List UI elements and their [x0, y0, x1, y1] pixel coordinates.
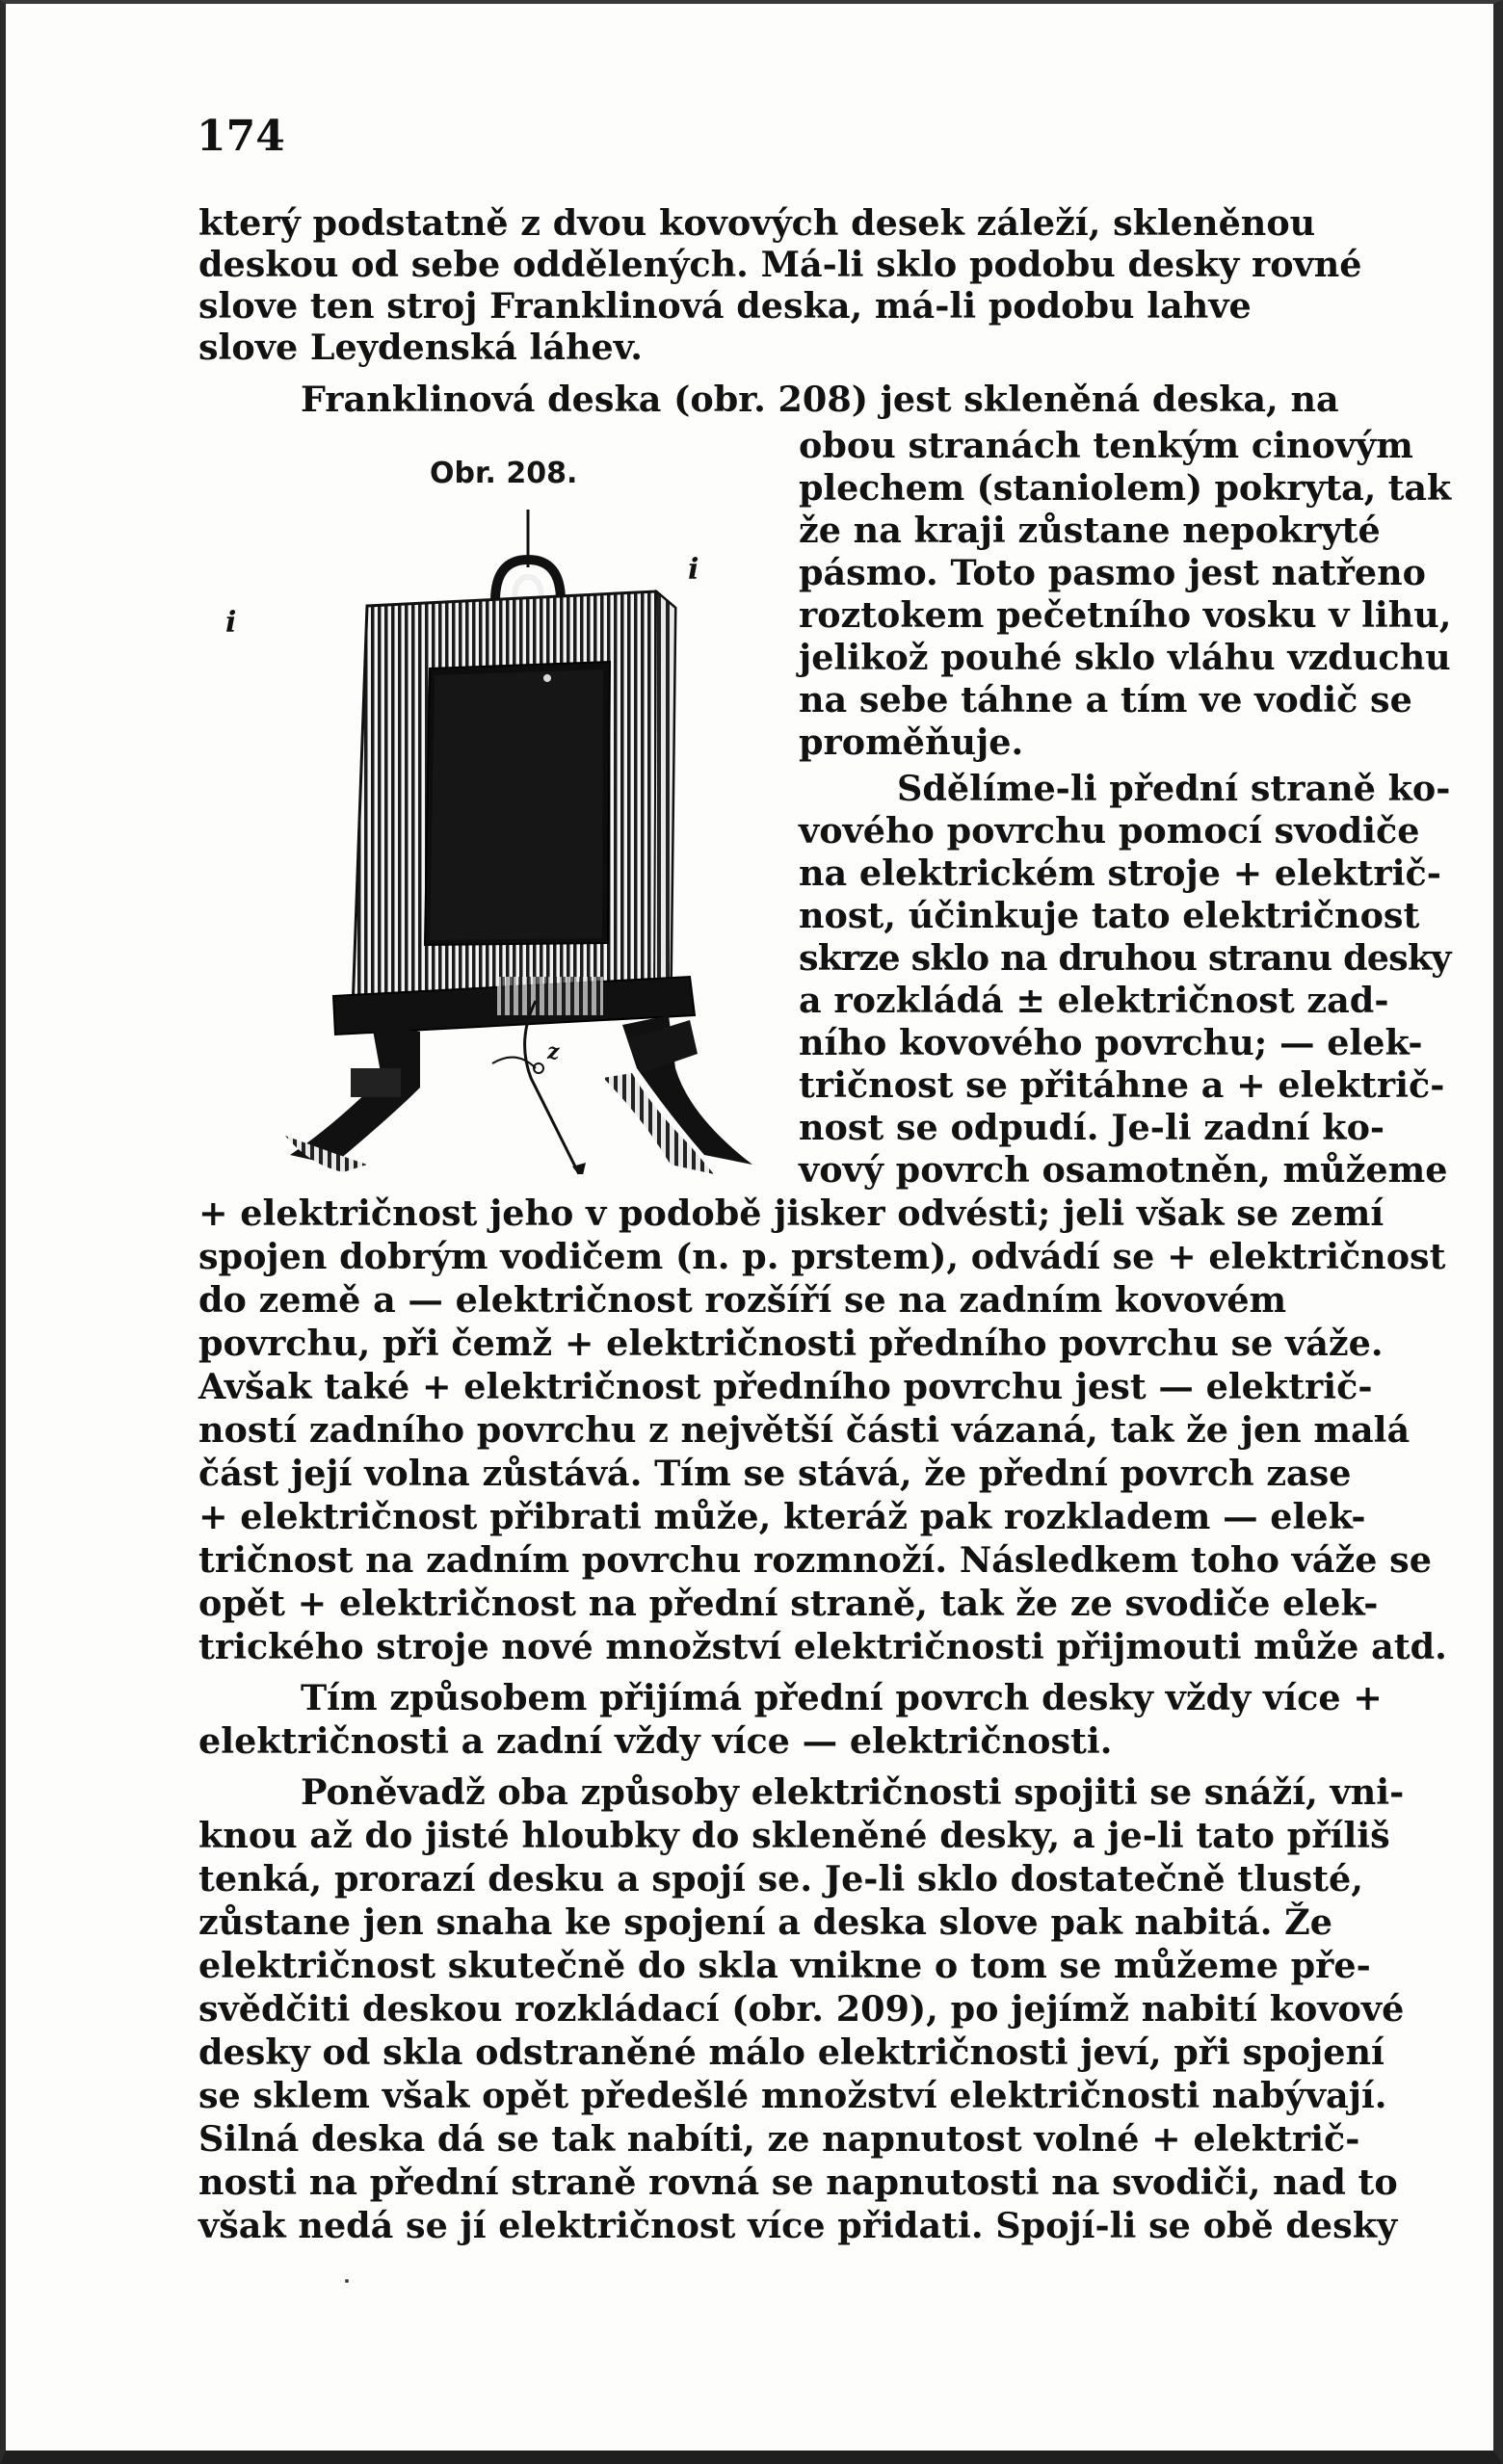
text-line-14: Sdělíme-li přední straně ko-: [897, 768, 1451, 809]
text-line-39: tenká, prorazí desku a spojí se. Je-li sklo dostatečně tlusté,: [198, 1858, 1363, 1900]
text-line-4: slove Leydenská láhev.: [198, 327, 643, 368]
text-line-12: na sebe táhne a tím ve vodič se: [799, 679, 1412, 721]
text-line-43: desky od skla odstraněné málo električnosti jeví, při spojení: [198, 2031, 1384, 2073]
text-line-3: slove ten stroj Franklinová deska, má-li podobu lahve: [198, 285, 1252, 327]
text-line-16: na elektrickém stroje + električ-: [799, 852, 1441, 894]
speck: [345, 2279, 349, 2283]
text-line-20: ního kovového povrchu; — elek-: [799, 1022, 1423, 1063]
text-line-26: do země a — električnost rozšíří se na zadním kovovém: [198, 1279, 1287, 1321]
text-line-27: povrchu, při čemž + električnosti předního povrchu se váže.: [198, 1323, 1384, 1364]
text-line-9: pásmo. Toto pasmo jest natřeno: [799, 552, 1427, 593]
text-line-38: knou až do jisté hloubky do skleněné desky, a je-li tato příliš: [198, 1815, 1390, 1856]
text-line-44: se sklem však opět předešlé množství električnosti nabývají.: [198, 2075, 1387, 2116]
text-line-30: část její volna zůstává. Tím se stává, že přední povrch zase: [198, 1453, 1352, 1494]
text-line-6: obou stranách tenkým cinovým: [799, 425, 1413, 466]
text-line-19: a rozkládá ± električnost zad-: [799, 980, 1389, 1021]
text-line-33: opět + električnost na přední straně, tak že ze svodiče elek-: [198, 1583, 1379, 1624]
text-line-40: zůstane jen snaha ke spojení a deska slove pak nabitá. Že: [198, 1901, 1333, 1943]
text-line-42: svědčiti deskou rozkládací (obr. 209), po jejímž nabití kovové: [198, 1988, 1405, 2030]
text-line-15: vového povrchu pomocí svodiče: [799, 810, 1420, 852]
text-line-31: + električnost přibrati může, kteráž pak rozkladem — elek-: [198, 1496, 1366, 1537]
figure-caption: Obr. 208.: [430, 457, 578, 490]
text-line-22: nost se odpudí. Je-li zadní ko-: [799, 1107, 1385, 1148]
text-line-18: skrze sklo na druhou stranu desky: [799, 937, 1451, 979]
text-line-23: vový povrch osamotněn, můžeme: [799, 1149, 1448, 1191]
figure-mark-right: i: [688, 553, 699, 587]
text-line-45: Silná deska dá se tak nabíti, ze napnutost volné + električ-: [198, 2118, 1360, 2160]
text-line-35: Tím způsobem přijímá přední povrch desky vždy více +: [301, 1677, 1383, 1718]
text-line-11: jelikož pouhé sklo vláhu vzduchu: [799, 637, 1451, 678]
text-line-32: tričnost na zadním povrchu rozmnoží. Následkem toho váže se: [198, 1539, 1432, 1581]
text-line-36: električnosti a zadní vždy více — električnosti.: [198, 1720, 1113, 1762]
text-line-34: trického stroje nové množství električnosti přijmouti může atd.: [198, 1626, 1447, 1667]
figure-mark-left: i: [225, 606, 237, 640]
text-line-37: Poněvadž oba způsoby električnosti spojiti se snáží, vni-: [301, 1771, 1405, 1813]
text-line-24: + električnost jeho v podobě jisker odvésti; jeli však se zemí: [198, 1193, 1384, 1234]
text-line-13: proměňuje.: [799, 721, 1024, 763]
text-line-8: že na kraji zůstane nepokryté: [799, 510, 1381, 551]
franklin-plate-drawing: [189, 500, 777, 1174]
text-line-17: nost, účinkuje tato električnost: [799, 895, 1420, 936]
text-line-21: tričnost se přitáhne a + električ-: [799, 1064, 1445, 1106]
text-line-46: nosti na přední straně rovná se napnutosti na svodiči, nad to: [198, 2162, 1398, 2203]
text-line-7: plechem (staniolem) pokryta, tak: [799, 467, 1452, 509]
page-number: 174: [197, 112, 285, 161]
text-line-2: deskou od sebe oddělených. Má-li sklo podobu desky rovné: [198, 244, 1362, 285]
text-line-28: Avšak také + električnost předního povrchu jest — električ-: [198, 1366, 1373, 1407]
text-line-41: električnost skutečně do skla vnikne o tom se můžeme pře-: [198, 1945, 1371, 1986]
text-line-25: spojen dobrým vodičem (n. p. prstem), odvádí se + električnost: [198, 1236, 1446, 1277]
text-line-10: roztokem pečetního vosku v lihu,: [799, 594, 1452, 636]
figure-mark-bottom: z: [547, 1039, 560, 1064]
text-line-29: ností zadního povrchu z největší části vázaná, tak že jen malá: [198, 1409, 1411, 1451]
text-line-47: však nedá se jí električnost více přidati. Spojí-li se obě desky: [198, 2205, 1398, 2246]
franklin-plate-illustration: [189, 500, 777, 1174]
text-line-5: Franklinová deska (obr. 208) jest skleněná deska, na: [301, 379, 1339, 420]
text-line-1: který podstatně z dvou kovových desek záleží, skleněnou: [198, 202, 1316, 244]
